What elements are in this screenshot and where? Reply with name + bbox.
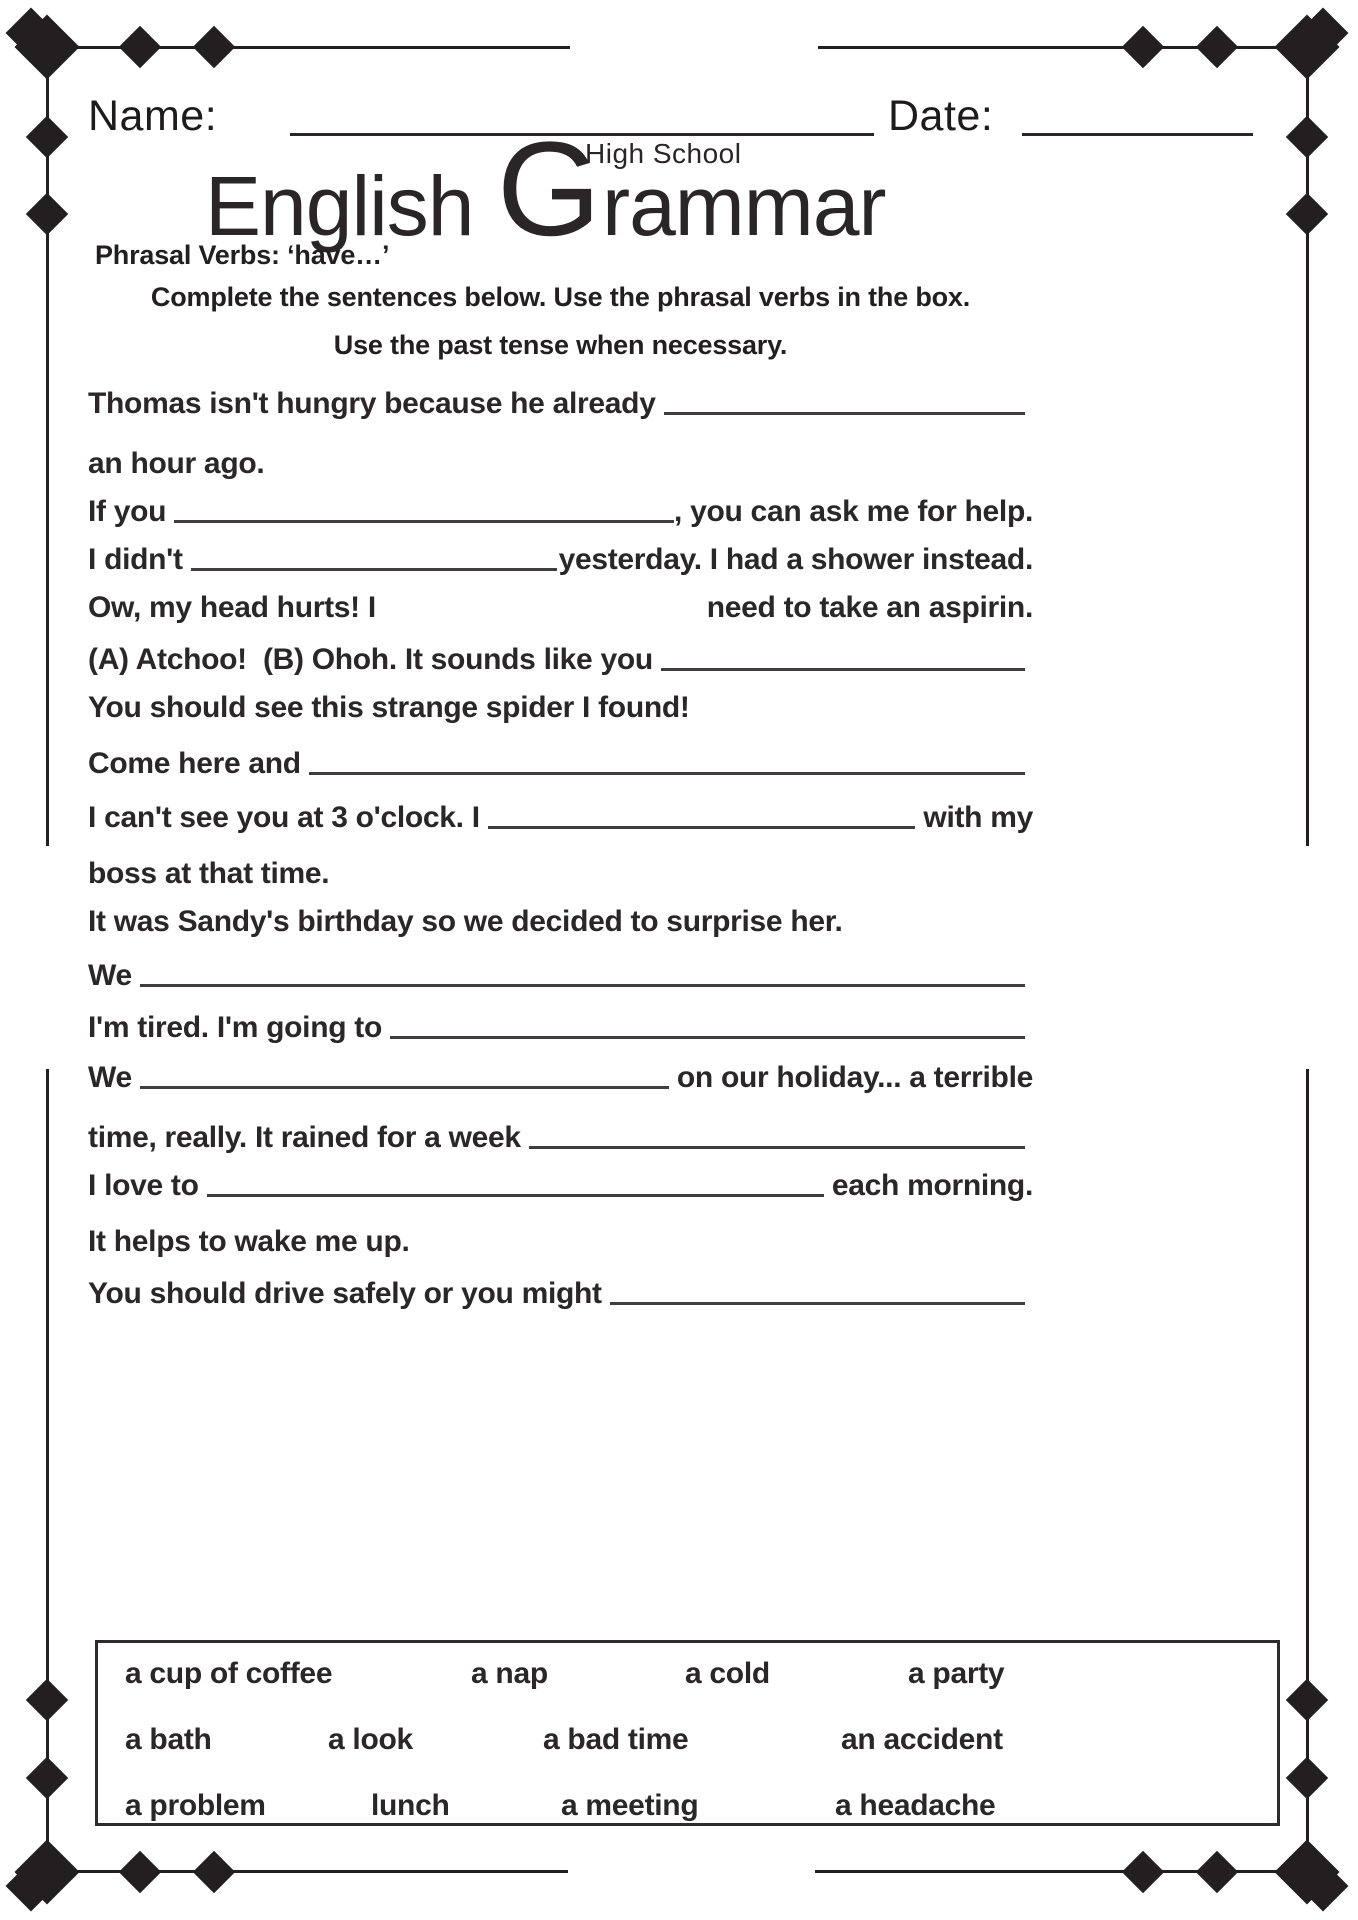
sentence-line [88,1002,1033,1046]
sentence-text: on our holiday... a terrible [676,1060,1033,1094]
border-diamond-icon [1196,1851,1238,1893]
border-diamond-icon [1286,116,1328,158]
border-right-top-line [1306,60,1309,846]
sentence-line [88,950,1033,994]
sentence-line [88,738,1033,782]
sentence-line [88,1268,1033,1312]
answer-blank[interactable] [174,510,674,523]
answer-blank[interactable] [664,402,1025,415]
border-diamond-icon [119,26,161,68]
answer-space[interactable] [384,609,699,619]
sentence-line [88,438,1033,482]
date-label: Date: [888,92,994,140]
sentence-line [88,792,1033,836]
sentence-line [88,1112,1033,1156]
answer-blank[interactable] [309,762,1025,775]
answer-blank[interactable] [191,558,557,571]
word-box-item: a meeting [561,1789,699,1822]
sentence-text: Come here and [88,746,301,780]
word-box-item: a bath [125,1723,212,1756]
border-diamond-icon [26,1679,68,1721]
answer-blank[interactable] [207,1184,824,1197]
sentence-line [88,682,1033,726]
sentence-text: I didn't [88,542,183,576]
sentence-text: time, really. It rained for a week [88,1120,521,1154]
word-box-item: a nap [471,1657,548,1690]
sentence-text: I love to [88,1168,199,1202]
border-diamond-icon [1122,26,1164,68]
word-box-item: a look [328,1723,413,1756]
answer-blank[interactable] [610,1292,1025,1305]
title-rammar: rammar [602,159,886,253]
sentence-text: need to take an aspirin. [706,590,1033,624]
border-diamond-icon [26,1757,68,1799]
sentence-text: , you can ask me for help. [674,494,1033,528]
sentence-text: Ow, my head hurts! I [88,590,376,624]
answer-blank[interactable] [488,816,916,829]
sentence-text: I'm tired. I'm going to [88,1010,383,1044]
border-left-top-line [46,60,49,846]
word-box-item: a cold [685,1657,770,1690]
border-diamond-icon [193,1851,235,1893]
sentence-line [88,1052,1033,1096]
border-diamond-icon [119,1851,161,1893]
sentence-line [88,486,1033,530]
title-english: English [205,159,474,253]
sentence-text: We [88,958,132,992]
sentence-text: We [88,1060,132,1094]
sentence-text: If you [88,494,167,528]
answer-blank[interactable] [140,1076,669,1089]
border-left-bottom-line [46,1069,49,1872]
word-box-item: a cup of coffee [125,1657,333,1690]
sentence-line [88,582,1033,626]
border-diamond-icon [1286,1757,1328,1799]
instruction-line-2: Use the past tense when necessary. [333,330,788,360]
title-letter-g: G [496,115,602,264]
border-diamond-icon [1122,1851,1164,1893]
sentence-text: each morning. [831,1168,1033,1202]
sentence-line [88,848,1033,892]
answer-blank[interactable] [390,1026,1025,1039]
border-diamond-icon [193,26,235,68]
border-diamond-icon [26,193,68,235]
answer-blank[interactable] [529,1136,1025,1149]
sentence-line [88,378,1033,422]
word-box [95,1640,1280,1826]
border-diamond-icon [1286,1679,1328,1721]
sentence-text: Thomas isn't hungry because he already [88,386,656,420]
sentence-text: You should drive safely or you might [88,1276,602,1310]
word-box-item: a bad time [543,1723,689,1756]
sentence-text: with my [923,800,1033,834]
sentence-line [88,634,1033,678]
border-diamond-icon [1286,193,1328,235]
sentence-text: It helps to wake me up. [88,1224,410,1258]
sentence-text: I can't see you at 3 o'clock. I [88,800,480,834]
word-box-item: lunch [371,1789,450,1822]
answer-blank[interactable] [140,974,1025,987]
word-box-item: a problem [125,1789,266,1822]
sentence-text: an hour ago. [88,446,265,480]
border-diamond-icon [1196,26,1238,68]
sentence-line [88,1216,1033,1260]
title-superscript: High School [585,138,742,169]
sentence-line [88,1160,1033,1204]
border-right-bottom-line [1306,1069,1309,1872]
date-underline[interactable] [1022,133,1253,136]
sentence-text: It was Sandy's birthday so we decided to surprise her. [88,904,843,938]
name-label: Name: [88,92,218,140]
border-diamond-icon [26,116,68,158]
sentence-text: You should see this strange spider I found! [88,690,690,724]
word-box-item: a headache [835,1789,996,1822]
sentence-line [88,896,1033,940]
sentence-line [88,534,1033,578]
sentence-text: (A) Atchoo! (B) Ohoh. It sounds like you [88,642,653,676]
word-box-item: an accident [841,1723,1003,1756]
subtitle: Phrasal Verbs: ‘have…’ [95,240,390,270]
title-space [474,164,496,248]
sentence-text: boss at that time. [88,856,330,890]
answer-blank[interactable] [661,658,1025,671]
sentence-text: yesterday. I had a shower instead. [558,542,1033,576]
word-box-item: a party [908,1657,1005,1690]
instruction-line-1: Complete the sentences below. Use the phrasal verbs in the box. [150,282,971,312]
